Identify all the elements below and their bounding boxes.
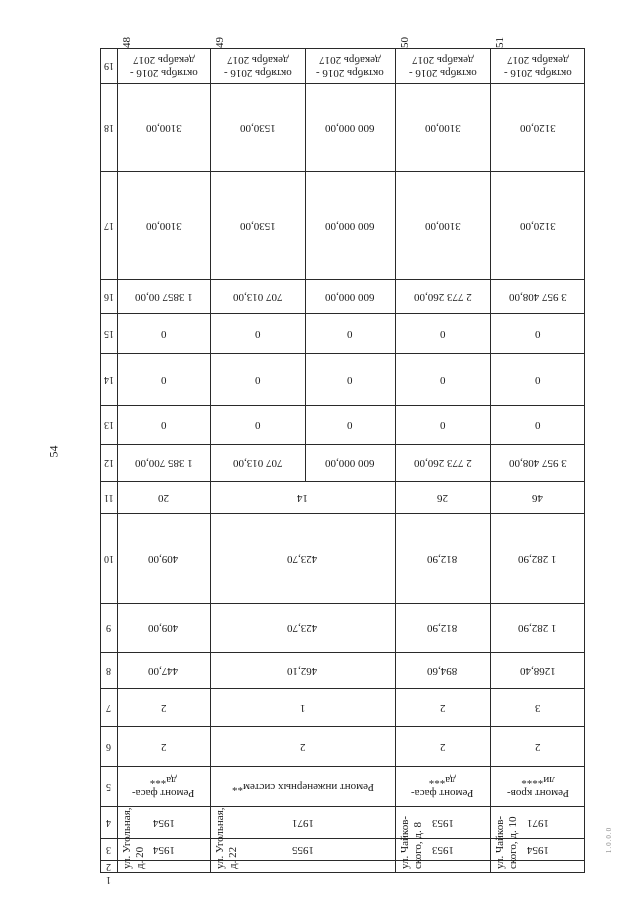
cell-row2-col10-text: 423,70	[287, 552, 318, 565]
cell-row2-col14-text: 0	[254, 373, 261, 386]
column-number-17	[100, 171, 117, 279]
cell-row2-col9-text: 423,70	[287, 622, 318, 634]
cell-row3-col12	[305, 444, 395, 481]
cell-row2-col7	[210, 688, 395, 726]
column-number-5	[100, 766, 117, 806]
cell-row4-col18-text: 3100,00	[424, 121, 461, 134]
cell-row5-col8	[490, 652, 585, 688]
table-rule	[490, 860, 491, 873]
cell-row1-col6-text: 2	[160, 740, 167, 753]
column-number-15	[100, 313, 117, 353]
column-number-2	[100, 860, 117, 873]
column-number-1-text: 1	[106, 874, 111, 885]
cell-row5-col6-text: 2	[534, 740, 541, 753]
cell-row4-col8	[395, 652, 490, 688]
cell-row1-col11-text: 20	[158, 491, 169, 504]
cell-row2-col18-text: 1530,00	[239, 121, 276, 134]
cell-row2-col17-text: 1530,00	[239, 219, 276, 232]
row-number: 49	[214, 37, 226, 48]
cell-row1-col4-text: 1954	[152, 816, 175, 829]
cell-row5-col5-text: Ремонт кров- ли****	[506, 774, 569, 799]
cell-row3-col14	[305, 353, 395, 405]
cell-row2-col5	[210, 766, 395, 806]
footer-mark: 1.0.0.0	[605, 826, 614, 854]
cell-row5-col9-text: 1 282,90	[518, 622, 557, 634]
cell-row5-col4-text: 1971	[526, 816, 549, 829]
column-number-3-text: 3	[106, 843, 111, 855]
cell-row5-col16	[490, 279, 585, 313]
column-number-4	[100, 806, 117, 838]
column-number-7-text: 7	[106, 701, 111, 713]
cell-row2-col4-text: 1971	[291, 816, 314, 829]
cell-row2-col6	[210, 726, 395, 766]
cell-row5-col14	[490, 353, 585, 405]
column-number-19	[100, 48, 117, 83]
cell-row4-col16	[395, 279, 490, 313]
cell-row3-col13	[305, 405, 395, 444]
cell-row1-col3-text: 1954	[152, 843, 175, 856]
cell-row4-col15	[395, 313, 490, 353]
cell-row5-col17	[490, 171, 585, 279]
cell-row4-col5	[395, 766, 490, 806]
cell-row2-col12-text: 707 013,00	[232, 457, 283, 469]
cell-row5-col11	[490, 481, 585, 513]
cell-row4-col14	[395, 353, 490, 405]
cell-row2-col11-text: 14	[297, 491, 308, 504]
cell-row3-col16	[305, 279, 395, 313]
cell-row2-col9	[210, 603, 395, 652]
cell-row5-col18	[490, 83, 585, 171]
cell-row5-col17-text: 3120,00	[519, 219, 556, 232]
column-number-6-text: 6	[106, 740, 111, 752]
cell-row4-col12	[395, 444, 490, 481]
cell-row5-col9	[490, 603, 585, 652]
cell-row4-col19-text: октябрь 2016 - декабрь 2017	[408, 53, 477, 79]
cell-row1-col7	[117, 688, 210, 726]
column-number-19-text: 19	[103, 60, 114, 71]
row-number: 48	[121, 37, 133, 48]
cell-row1-col10-text: 409,00	[148, 552, 179, 565]
cell-row5-col15	[490, 313, 585, 353]
cell-row1-col7-text: 2	[160, 701, 167, 714]
address-label: ул. Чайков- ского, д. 10	[494, 815, 519, 869]
cell-row1-col17-text: 3100,00	[145, 219, 182, 232]
cell-row5-col7	[490, 688, 585, 726]
cell-row4-col9	[395, 603, 490, 652]
cell-row1-col18-text: 3100,00	[145, 121, 182, 134]
cell-row2-col15	[210, 313, 305, 353]
table-rule	[117, 860, 118, 873]
page-number: 54	[46, 445, 61, 458]
cell-row3-col12-text: 600 000,00	[325, 457, 375, 469]
cell-row4-col11-text: 26	[437, 491, 448, 504]
column-number-1	[100, 873, 117, 886]
cell-row2-col10	[210, 513, 395, 603]
address-label: ул. Чайков- ского, д. 8	[399, 815, 424, 869]
cell-row5-col5	[490, 766, 585, 806]
cell-row4-col18	[395, 83, 490, 171]
cell-row5-col8-text: 1268,40	[519, 664, 556, 677]
column-number-9-text: 9	[106, 622, 111, 633]
cell-row2-col15-text: 0	[254, 327, 261, 340]
cell-row1-col8	[117, 652, 210, 688]
cell-row4-col7	[395, 688, 490, 726]
table-rule	[395, 860, 396, 873]
cell-row1-col9	[117, 603, 210, 652]
cell-row1-col19-text: октябрь 2016 - декабрь 2017	[129, 53, 198, 79]
cell-row3-col19	[305, 48, 395, 83]
column-number-18	[100, 83, 117, 171]
cell-row1-col13	[117, 405, 210, 444]
cell-row4-col6	[395, 726, 490, 766]
cell-row4-col9-text: 812,90	[427, 622, 458, 634]
cell-row3-col14-text: 0	[347, 373, 353, 386]
cell-row5-col7-text: 3	[534, 701, 541, 714]
cell-row5-col19	[490, 48, 585, 83]
cell-row2-col19	[210, 48, 305, 83]
cell-row4-col6-text: 2	[439, 740, 446, 753]
rotated-table	[100, 37, 585, 885]
cell-row5-col13	[490, 405, 585, 444]
cell-row4-col17-text: 3100,00	[424, 219, 461, 232]
cell-row4-col13	[395, 405, 490, 444]
cell-row4-col7-text: 2	[439, 701, 446, 714]
column-number-10-text: 10	[103, 552, 114, 564]
column-number-18-text: 18	[103, 121, 114, 133]
cell-row1-col15	[117, 313, 210, 353]
cell-row1-col9-text: 409,00	[148, 622, 179, 634]
cell-row4-col16-text: 2 773 260,00	[413, 290, 472, 303]
cell-row1-col19	[117, 48, 210, 83]
cell-row3-col18-text: 600 000,00	[325, 121, 375, 134]
column-number-16	[100, 279, 117, 313]
cell-row4-col15-text: 0	[439, 327, 446, 340]
row-number: 51	[494, 37, 506, 48]
cell-row3-col17-text: 600 000,00	[325, 219, 375, 232]
cell-row2-col18	[210, 83, 305, 171]
cell-row2-col16	[210, 279, 305, 313]
cell-row2-col16-text: 707 013,00	[232, 290, 283, 303]
cell-row4-col12-text: 2 773 260,00	[413, 457, 472, 469]
cell-row2-col13	[210, 405, 305, 444]
cell-row4-col11	[395, 481, 490, 513]
cell-row1-col18	[117, 83, 210, 171]
cell-row2-col11	[210, 481, 395, 513]
cell-row1-col16	[117, 279, 210, 313]
column-number-15-text: 15	[103, 327, 114, 339]
cell-row5-col11-text: 46	[532, 491, 543, 504]
cell-row1-col10	[117, 513, 210, 603]
cell-row2-col12	[210, 444, 305, 481]
table-rule	[100, 872, 585, 873]
cell-row5-col10	[490, 513, 585, 603]
cell-row4-col13-text: 0	[439, 419, 446, 431]
column-number-14	[100, 353, 117, 405]
column-number-3	[100, 838, 117, 860]
cell-row4-col10	[395, 513, 490, 603]
cell-row4-col8-text: 894,60	[427, 664, 458, 677]
cell-row1-col11	[117, 481, 210, 513]
cell-row1-col15-text: 0	[160, 327, 167, 340]
column-number-7	[100, 688, 117, 726]
column-number-16-text: 16	[103, 290, 114, 302]
column-number-13	[100, 405, 117, 444]
cell-row5-col10-text: 1 282,90	[518, 552, 557, 565]
column-number-11-text: 11	[103, 491, 114, 503]
cell-row4-col4-text: 1953	[431, 816, 454, 829]
column-number-4-text: 4	[106, 816, 111, 828]
cell-row5-col14-text: 0	[534, 373, 541, 386]
cell-row4-col17	[395, 171, 490, 279]
cell-row4-col14-text: 0	[439, 373, 446, 386]
column-number-14-text: 14	[103, 373, 114, 385]
address-label: ул. Угольная, д. 22	[214, 807, 239, 869]
cell-row2-col7-text: 1	[299, 701, 306, 714]
cell-row1-col5-text: Ремонт фаса- да***	[132, 774, 195, 799]
cell-row4-col5-text: Ремонт фаса- да***	[411, 774, 474, 799]
address-label: ул. Угольная, д. 20	[121, 807, 146, 869]
column-number-10	[100, 513, 117, 603]
cell-row5-col13-text: 0	[534, 419, 541, 431]
cell-row3-col19-text: октябрь 2016 - декабрь 2017	[316, 53, 384, 79]
cell-row1-col5	[117, 766, 210, 806]
cell-row1-col14-text: 0	[160, 373, 167, 386]
cell-row2-col19-text: октябрь 2016 - декабрь 2017	[223, 53, 292, 79]
cell-row1-col13-text: 0	[160, 419, 167, 431]
cell-row5-col15-text: 0	[534, 327, 541, 340]
cell-row1-col14	[117, 353, 210, 405]
cell-row4-col19	[395, 48, 490, 83]
table-rule	[210, 860, 211, 873]
column-number-12-text: 12	[103, 457, 114, 468]
cell-row3-col17	[305, 171, 395, 279]
cell-row1-col6	[117, 726, 210, 766]
cell-row5-col12	[490, 444, 585, 481]
column-number-13-text: 13	[103, 419, 114, 430]
column-number-2-text: 2	[106, 861, 111, 872]
cell-row5-col12-text: 3 957 408,00	[508, 457, 567, 469]
column-number-12	[100, 444, 117, 481]
cell-row5-col6	[490, 726, 585, 766]
cell-row1-col12	[117, 444, 210, 481]
cell-row2-col14	[210, 353, 305, 405]
cell-row1-col17	[117, 171, 210, 279]
column-number-5-text: 5	[106, 780, 111, 792]
cell-row3-col16-text: 600 000,00	[325, 290, 375, 303]
cell-row1-col16-text: 1 3857 00,00	[134, 290, 193, 303]
column-number-17-text: 17	[103, 219, 114, 231]
column-number-9	[100, 603, 117, 652]
column-number-11	[100, 481, 117, 513]
cell-row5-col3-text: 1954	[526, 843, 549, 856]
column-number-8	[100, 652, 117, 688]
cell-row3-col13-text: 0	[347, 419, 353, 431]
cell-row4-col10-text: 812,90	[427, 552, 458, 565]
cell-row2-col5-text: Ремонт инженерных систем**	[231, 780, 374, 793]
cell-row5-col19-text: октябрь 2016 - декабрь 2017	[503, 53, 572, 79]
cell-row2-col8-text: 462,10	[287, 664, 318, 677]
cell-row3-col15	[305, 313, 395, 353]
cell-row2-col3-text: 1955	[291, 843, 314, 856]
cell-row5-col18-text: 3120,00	[519, 121, 556, 134]
cell-row3-col15-text: 0	[347, 327, 353, 340]
row-number: 50	[399, 37, 411, 48]
cell-row2-col13-text: 0	[254, 419, 261, 431]
column-number-6	[100, 726, 117, 766]
cell-row5-col16-text: 3 957 408,00	[508, 290, 567, 303]
cell-row3-col18	[305, 83, 395, 171]
cell-row4-col3-text: 1953	[431, 843, 454, 856]
cell-row2-col8	[210, 652, 395, 688]
cell-row2-col6-text: 2	[299, 740, 306, 753]
cell-row1-col12-text: 1 385 700,00	[134, 457, 193, 469]
cell-row2-col17	[210, 171, 305, 279]
cell-row1-col8-text: 447,00	[148, 664, 179, 677]
column-number-8-text: 8	[106, 664, 111, 676]
